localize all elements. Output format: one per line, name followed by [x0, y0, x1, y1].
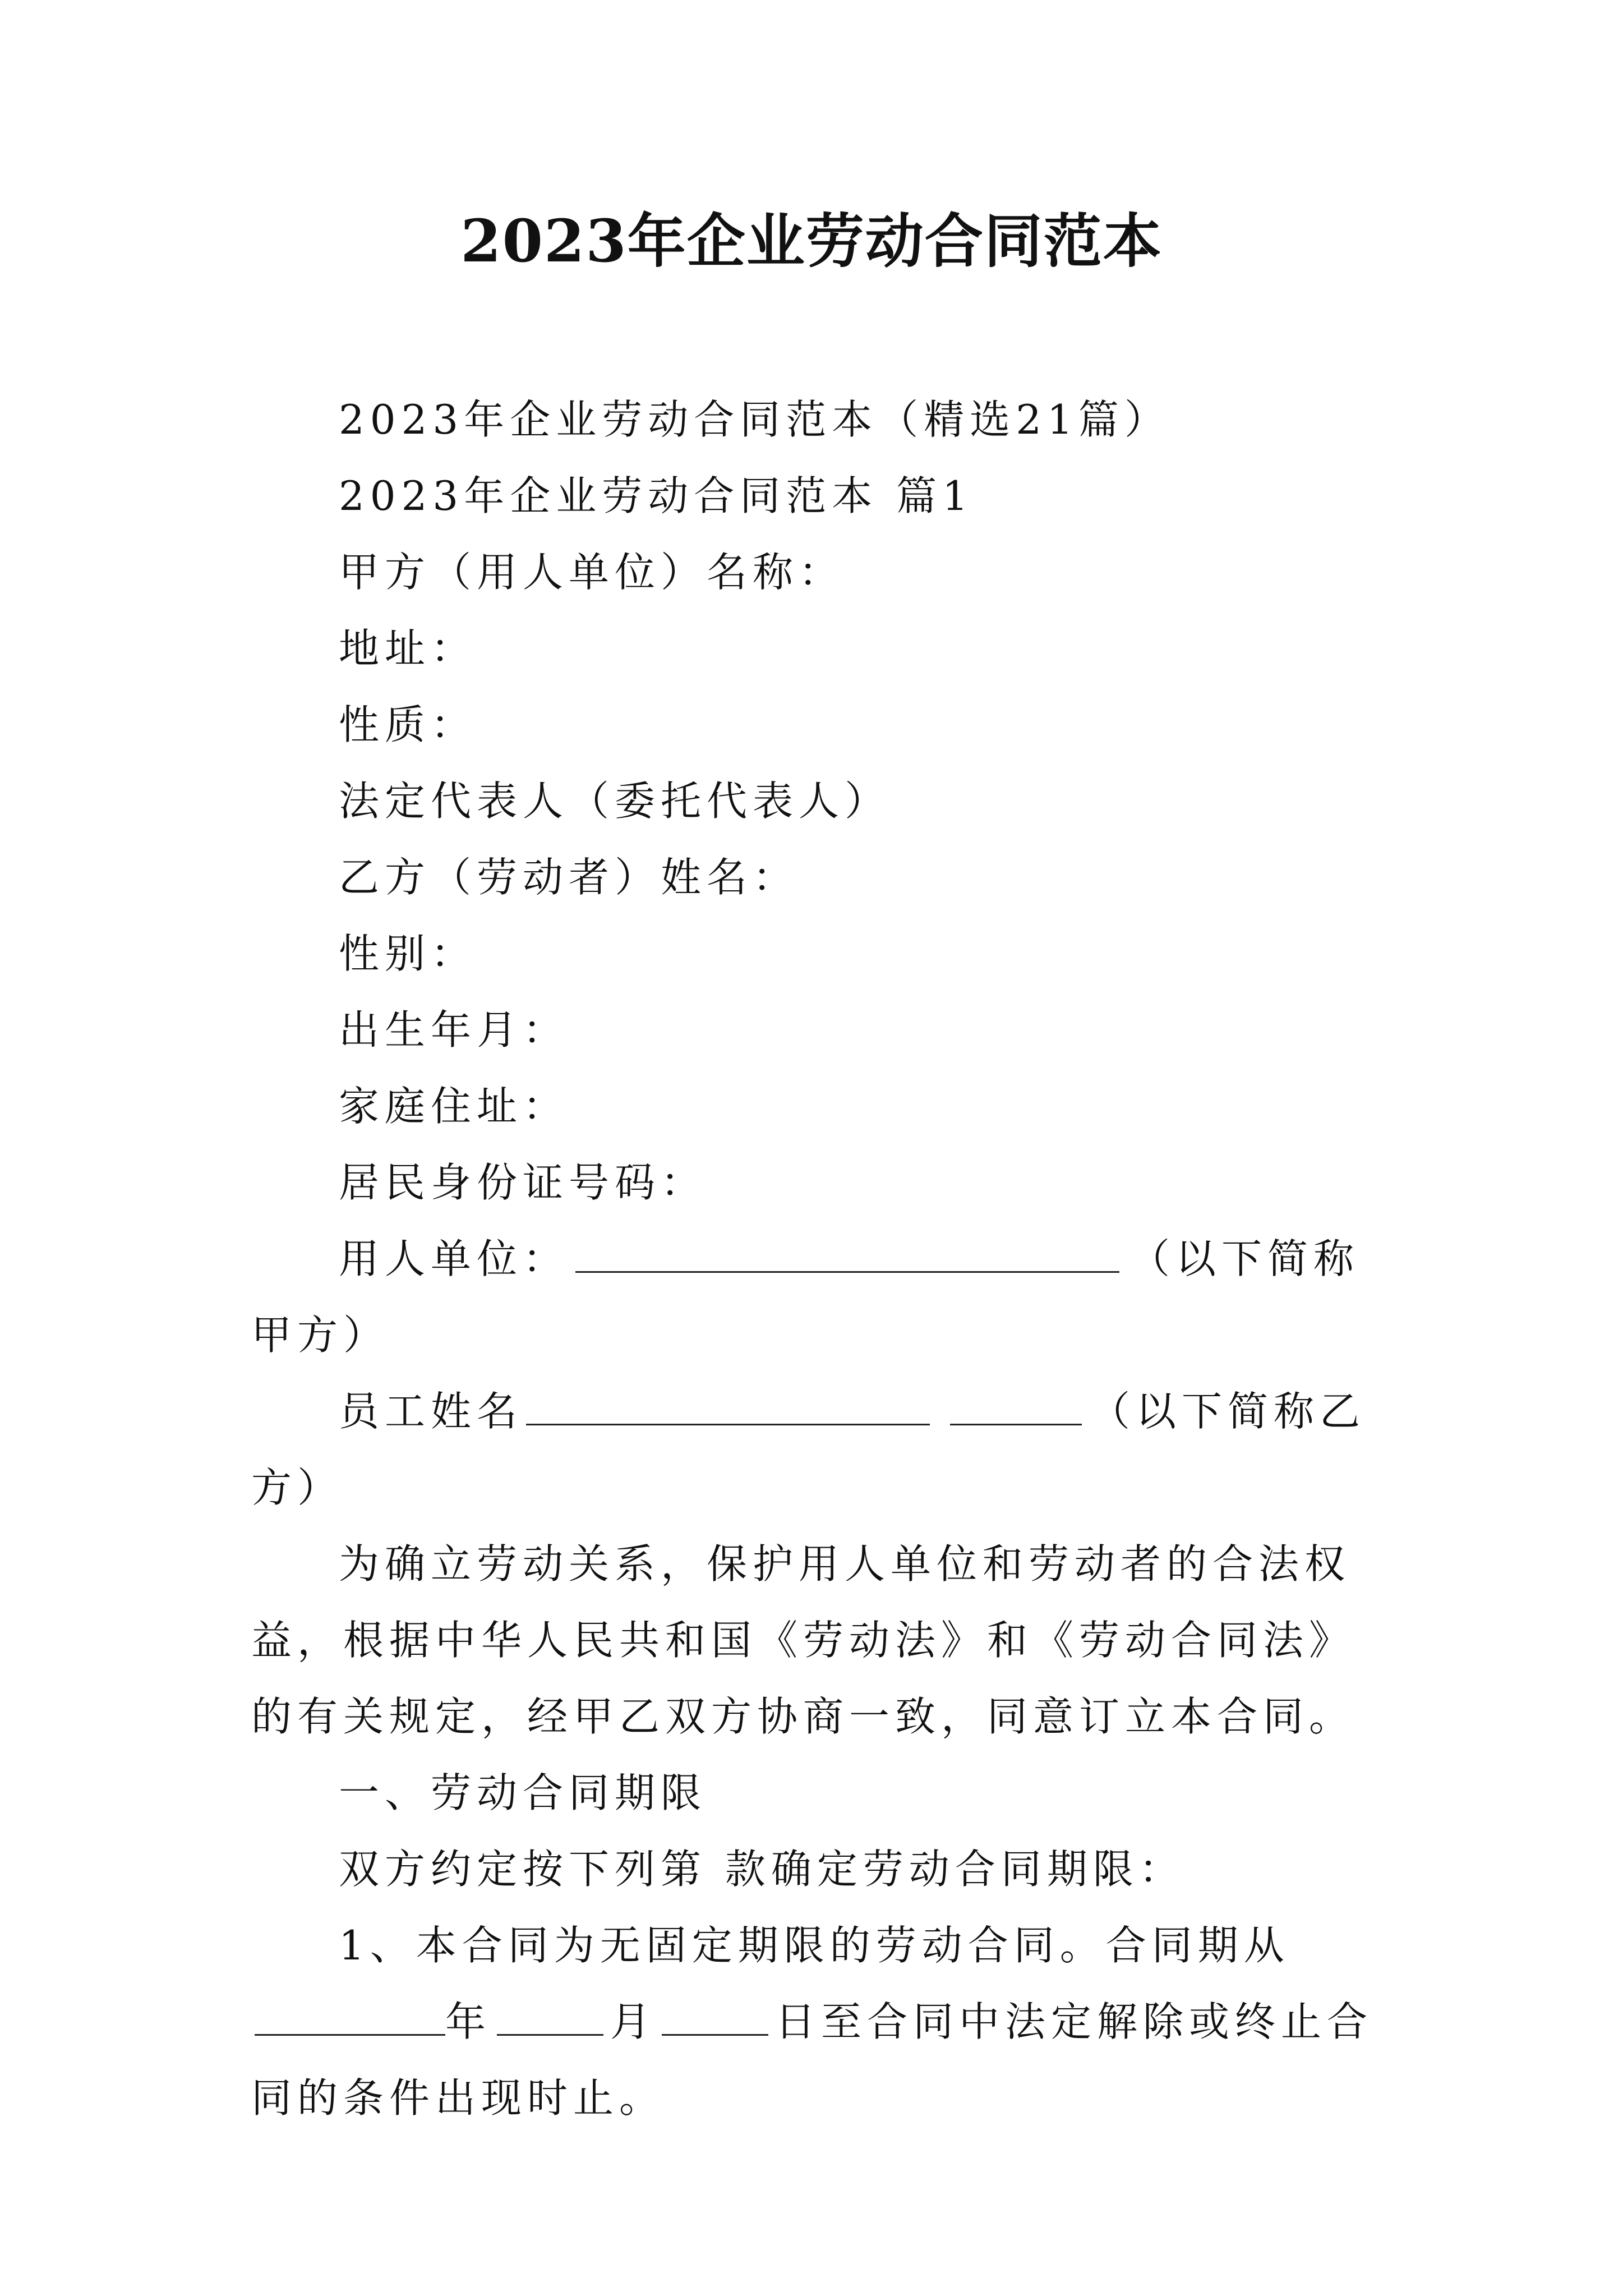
start-year-blank [255, 1999, 445, 2036]
employee-label: 员工姓名 [339, 1388, 523, 1435]
clause1-item1-year: 年 [445, 1998, 492, 2045]
clause1-item1 [251, 1907, 1391, 2136]
employee-suffix: （以下简称乙方） [251, 1388, 1366, 1511]
field-home-address: 家庭住址： [339, 1083, 569, 1130]
field-party-b-name: 乙方（劳动者）姓名： [339, 854, 799, 901]
field-legal-rep: 法定代表人（委托代表人） [339, 777, 891, 825]
employee-blank-1 [526, 1389, 930, 1425]
field-nature: 性质： [339, 701, 477, 748]
employer-line [251, 1221, 1391, 1373]
preamble-paragraph: 为确立劳动关系，保护用人单位和劳动者的合法权益，根据中华人民共和国《劳动法》和《劳动合同法》的有关规定，经甲乙双方协商一致，同意订立本合同。 [251, 1540, 1355, 1740]
section-heading: 2023年企业劳动合同范本 篇1 [339, 472, 974, 519]
field-birth: 出生年月： [339, 1006, 569, 1053]
employer-suffix: （以下简称甲方） [251, 1235, 1360, 1359]
field-id-number: 居民身份证号码： [339, 1159, 707, 1206]
field-gender: 性别： [339, 930, 477, 977]
clause1-intro: 双方约定按下列第 款确定劳动合同期限： [339, 1846, 1185, 1893]
employer-blank [575, 1236, 1119, 1273]
field-address: 地址： [339, 625, 477, 672]
start-day-blank [662, 1999, 768, 2036]
document-title: 2023年企业劳动合同范本 [460, 206, 1163, 275]
start-month-blank [497, 1999, 603, 2036]
field-party-a-name: 甲方（用人单位）名称： [339, 549, 845, 596]
employee-blank-2 [950, 1389, 1082, 1425]
document-subtitle: 2023年企业劳动合同范本（精选21篇） [339, 396, 1170, 443]
employer-label: 用人单位： [339, 1235, 569, 1282]
clause1-item1-rest: 日至合同中法定解除或终止合同的条件出现时止。 [251, 1998, 1373, 2122]
clause1-heading: 一、劳动合同期限 [339, 1769, 707, 1816]
document-body [251, 381, 1391, 2136]
employee-line [251, 1373, 1391, 1526]
clause1-item1-prefix: 1、本合同为无固定期限的劳动合同。合同期从 [339, 1922, 1290, 1969]
clause1-item1-month: 月 [610, 1998, 657, 2045]
